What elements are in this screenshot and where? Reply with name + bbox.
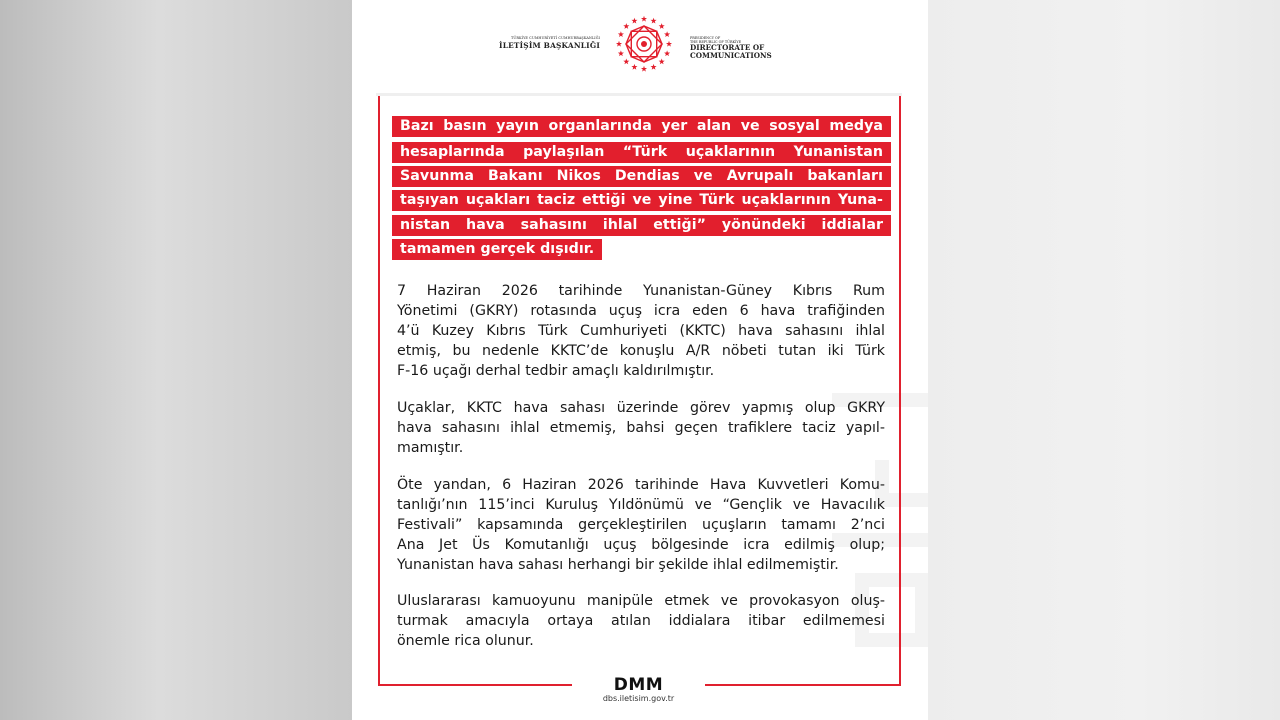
letterhead-left (499, 36, 600, 50)
dmm-logo: DMM (613, 675, 664, 695)
emblem-star-icon (664, 31, 670, 37)
emblem-star-icon (666, 41, 672, 47)
highlight-line: Bazı basın yayın organlarında yer alan ve sosyal medya (392, 116, 891, 137)
paragraph-4-line: Uluslararası kamuoyunu manipüle etmek ve provokasyon oluş- (397, 593, 885, 609)
paragraph-4-line: önemle rica olunur. (397, 633, 534, 649)
paragraph-1-line: Yönetimi (GKRY) rotasında uçuş icra eden 6 hava trafiğinden (397, 303, 885, 319)
background-left-panel (0, 0, 352, 720)
frame-bottom-left-border (378, 684, 572, 686)
paragraph-1-line: etmiş, bu nedenle KKTC’de konuşlu A/R nöbeti tutan iki Türk (397, 343, 885, 359)
paragraph-3-line: Öte yandan, 6 Haziran 2026 tarihinde Hava Kuvvetleri Komu- (397, 477, 885, 493)
emblem-star-icon (618, 50, 624, 56)
emblem-star-icon (618, 31, 624, 37)
frame-top-border (376, 93, 902, 96)
highlight-line: Savunma Bakanı Nikos Dendias ve Avrupalı bakanları (392, 166, 891, 187)
emblem-star-icon (651, 18, 657, 24)
emblem-star-icon (623, 58, 629, 64)
emblem-star-icon (659, 58, 665, 64)
frame-bottom-right-border (705, 684, 901, 686)
emblem-star-icon (623, 23, 629, 29)
frame-right-border (899, 96, 901, 685)
document-footer (572, 674, 705, 720)
paragraph-2-line: hava sahasını ihlal etmemiş, bahsi geçen trafiklere taciz yapıl- (397, 420, 885, 436)
paragraph-3-line: Festivali” kapsamında gerçekleştirilen uçuşların tamamı 2’nci (397, 517, 885, 533)
emblem-star-icon (641, 66, 647, 72)
emblem-star-icon (664, 50, 670, 56)
letterhead-right-subtitle-2: THE REPUBLIC OF TÜRKİYE (690, 40, 742, 44)
frame-left-border (378, 96, 380, 685)
letterhead-right-title-1: DIRECTORATE OF (690, 43, 765, 52)
paragraph-3-line: tanlığı’nın 115’inci Kuruluş Yıldönümü ve “Gençlik ve Havacılık (397, 497, 885, 513)
paragraph-1-line: F-16 uçağı derhal tedbir amaçlı kaldırılmıştır. (397, 363, 715, 379)
letterhead-left-subtitle: TÜRKİYE CUMHURİYETİ CUMHURBAŞKANLIĞI (511, 36, 600, 40)
paragraph-3-line: Ana Jet Üs Komutanlığı uçuş bölgesinde icra edilmiş olup; (397, 537, 885, 553)
highlight-line: taşıyan uçakları taciz ettiği ve yine Türk uçaklarının Yuna- (392, 190, 891, 211)
paragraph-4-line: turmak amacıyla ortaya atılan iddialara itibar edilmemesi (397, 613, 885, 629)
paragraph-3-line: Yunanistan hava sahası herhangi bir şekilde ihlal edilmemiştir. (397, 557, 839, 573)
letterhead-left-title: İLETİŞİM BAŞKANLIĞI (499, 41, 600, 50)
background-right-panel (928, 0, 1280, 720)
paragraph-1-line: 7 Haziran 2026 tarihinde Yunanistan-Güney Kıbrıs Rum (397, 283, 885, 299)
emblem-star-icon (659, 23, 665, 29)
highlight-line: nistan hava sahasını ihlal ettiği” yönündeki iddialar (392, 215, 891, 236)
paragraph-2-line: mamıştır. (397, 440, 464, 456)
press-statement-document (352, 0, 928, 720)
emblem-star-icon (631, 64, 637, 70)
paragraph-2-line: Uçaklar, KKTC hava sahası üzerinde görev yapmış olup GKRY (397, 400, 885, 416)
emblem-star-icon (651, 64, 657, 70)
letterhead (499, 14, 778, 76)
letterhead-right-title-2: COMMUNICATIONS (690, 51, 772, 60)
footer-url: dbs.iletisim.gov.tr (602, 694, 675, 703)
letterhead-right-subtitle-1: PRESIDENCY OF (690, 36, 721, 40)
emblem-star-icon (641, 16, 647, 22)
emblem-star-icon (631, 18, 637, 24)
emblem-star-icon (616, 41, 622, 47)
highlight-line: hesaplarında paylaşılan “Türk uçaklarının Yunanistan (392, 142, 891, 163)
letterhead-right (690, 36, 772, 60)
highlight-line: tamamen gerçek dışıdır. (392, 239, 602, 260)
presidential-seal-icon (614, 14, 674, 74)
paragraph-1-line: 4’ü Kuzey Kıbrıs Türk Cumhuriyeti (KKTC) hava sahasını ihlal (397, 323, 885, 339)
